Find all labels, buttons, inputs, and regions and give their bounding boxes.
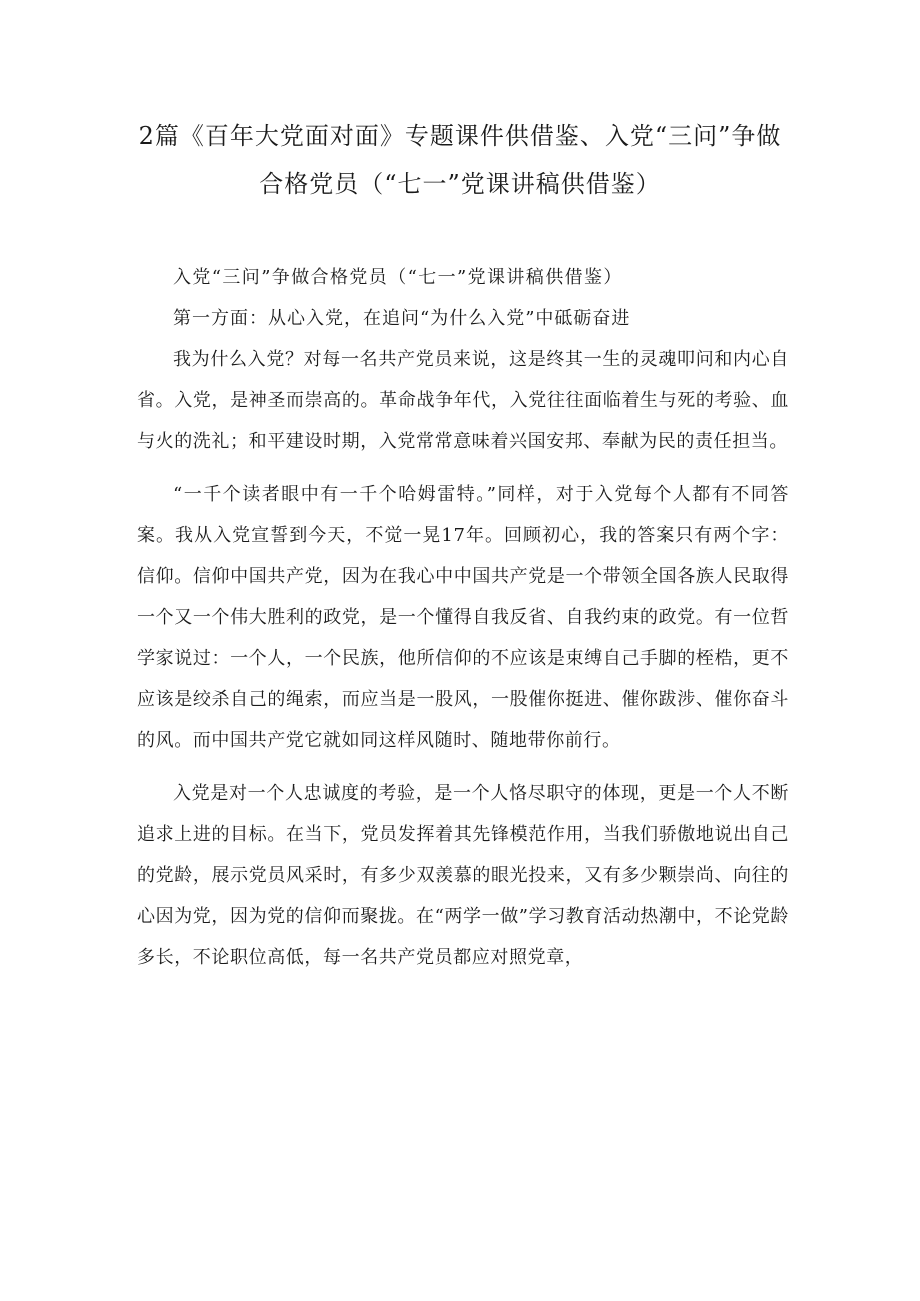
document-body [137,257,789,978]
paragraph: “一千个读者眼中有一千个哈姆雷特。”同样，对于入党每个人都有不同答案。我从入党宣誓到今天，不觉一晃17年。回顾初心，我的答案只有两个字：信仰。信仰中国共产党，因为在我心中中国共产党是一个带领全国各族人民取得一个又一个伟大胜利的政党，是一个懂得自我反省、自我约束的政党。有一位哲学家说过：一个人，一个民族，他所信仰的不应该是束缚自己手脚的桎梏，更不应该是绞杀自己的绳索，而应当是一股风，一股催你挺进、催你跋涉、催你奋斗的风。而中国共产党它就如同这样风随时、随地带你前行。 [137,484,789,751]
paragraph: 我为什么入党？对每一名共产党员来说，这是终其一生的灵魂叩问和内心自省。入党，是神圣而崇高的。革命战争年代，入党往往面临着生与死的考验、血与火的洗礼；和平建设时期，入党常常意味着兴国安邦、奉献为民的责任担当。 [137,349,789,452]
document-title: 2篇《百年大党面对面》专题课件供借鉴、入党“三问”争做合格党员（“七一”党课讲稿供借鉴） [138,122,782,198]
document-subtitle: 入党“三问”争做合格党员（“七一”党课讲稿供借鉴） [173,267,623,288]
paragraph: 入党是对一个人忠诚度的考验，是一个人恪尽职守的体现，更是一个人不断追求上进的目标。在当下，党员发挥着其先锋模范作用，当我们骄傲地说出自己的党龄，展示党员风采时，有多少双羡慕的眼光投来，又有多少颗崇尚、向往的心因为党，因为党的信仰而聚拢。在“两学一做”学习教育活动热潮中，不论党龄多长，不论职位高低，每一名共产党员都应对照党章， [137,783,790,968]
section-heading: 第一方面：从心入党，在追问“为什么入党”中砥砺奋进 [173,308,631,329]
